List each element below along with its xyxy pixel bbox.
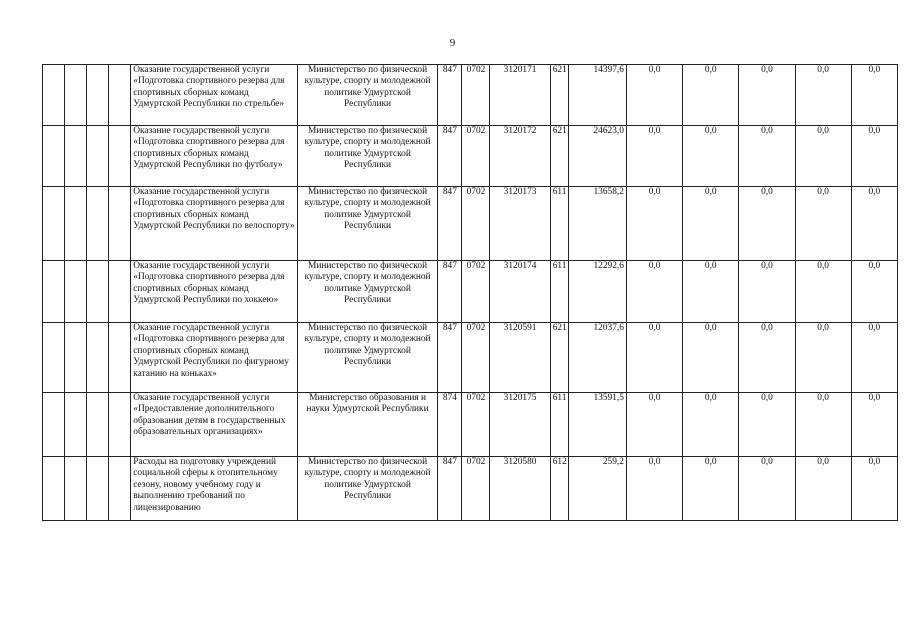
table-row [43, 65, 898, 126]
service-name-cell: Оказание государственной услуги «Подготовка спортивного резерва для спортивных сборных команд Удмуртской Республики по стрельбе» [131, 65, 298, 126]
empty-cell [109, 323, 131, 393]
target-article-cell: 3120171 [490, 65, 550, 126]
value-cell: 0,0 [739, 323, 795, 393]
value-cell: 0,0 [683, 393, 739, 457]
section-code-cell: 0702 [462, 261, 490, 323]
empty-cell [43, 323, 65, 393]
value-cell: 0,0 [795, 323, 851, 393]
value-cell: 0,0 [739, 393, 795, 457]
value-cell: 0,0 [795, 261, 851, 323]
grbs-code-cell: 874 [438, 393, 462, 457]
expense-type-cell: 611 [550, 261, 568, 323]
table-row [43, 261, 898, 323]
value-cell: 0,0 [795, 187, 851, 261]
empty-cell [109, 261, 131, 323]
value-cell: 0,0 [851, 261, 897, 323]
empty-cell [109, 65, 131, 126]
value-cell: 0,0 [739, 65, 795, 126]
value-cell: 0,0 [626, 187, 682, 261]
section-code-cell: 0702 [462, 393, 490, 457]
budget-table [42, 64, 898, 521]
value-cell: 0,0 [851, 457, 897, 521]
amount-cell: 13591,5 [568, 393, 626, 457]
value-cell: 0,0 [795, 393, 851, 457]
empty-cell [87, 187, 109, 261]
value-cell: 0,0 [683, 65, 739, 126]
page-number: 9 [449, 37, 456, 49]
ministry-cell: Министерство по физической культуре, спорту и молодежной политике Удмуртской Республики [297, 65, 437, 126]
empty-cell [109, 393, 131, 457]
empty-cell [65, 393, 87, 457]
value-cell: 0,0 [683, 126, 739, 187]
value-cell: 0,0 [851, 393, 897, 457]
expense-type-cell: 621 [550, 65, 568, 126]
value-cell: 0,0 [851, 126, 897, 187]
empty-cell [109, 126, 131, 187]
grbs-code-cell: 847 [438, 323, 462, 393]
table-row [43, 187, 898, 261]
value-cell: 0,0 [626, 393, 682, 457]
value-cell: 0,0 [626, 261, 682, 323]
empty-cell [65, 187, 87, 261]
section-code-cell: 0702 [462, 323, 490, 393]
empty-cell [109, 457, 131, 521]
empty-cell [65, 126, 87, 187]
table-row [43, 393, 898, 457]
table-row [43, 126, 898, 187]
empty-cell [43, 187, 65, 261]
service-name-cell: Оказание государственной услуги «Подготовка спортивного резерва для спортивных сборных команд Удмуртской Республики по велоспорту» [131, 187, 298, 261]
value-cell: 0,0 [683, 187, 739, 261]
empty-cell [87, 261, 109, 323]
grbs-code-cell: 847 [438, 187, 462, 261]
value-cell: 0,0 [739, 261, 795, 323]
amount-cell: 12292,6 [568, 261, 626, 323]
empty-cell [87, 126, 109, 187]
value-cell: 0,0 [683, 457, 739, 521]
ministry-cell: Министерство образования и науки Удмуртской Республики [297, 393, 437, 457]
amount-cell: 12037,6 [568, 323, 626, 393]
table-row [43, 457, 898, 521]
expense-type-cell: 612 [550, 457, 568, 521]
target-article-cell: 3120580 [490, 457, 550, 521]
value-cell: 0,0 [626, 457, 682, 521]
empty-cell [65, 323, 87, 393]
empty-cell [43, 261, 65, 323]
empty-cell [65, 65, 87, 126]
value-cell: 0,0 [683, 261, 739, 323]
value-cell: 0,0 [795, 126, 851, 187]
service-name-cell: Оказание государственной услуги «Подготовка спортивного резерва для спортивных сборных команд Удмуртской Республики по футболу» [131, 126, 298, 187]
amount-cell: 14397,6 [568, 65, 626, 126]
grbs-code-cell: 847 [438, 126, 462, 187]
value-cell: 0,0 [851, 323, 897, 393]
value-cell: 0,0 [683, 323, 739, 393]
target-article-cell: 3120591 [490, 323, 550, 393]
amount-cell: 259,2 [568, 457, 626, 521]
expense-type-cell: 621 [550, 126, 568, 187]
empty-cell [109, 187, 131, 261]
empty-cell [43, 65, 65, 126]
target-article-cell: 3120172 [490, 126, 550, 187]
ministry-cell: Министерство по физической культуре, спорту и молодежной политике Удмуртской Республики [297, 261, 437, 323]
empty-cell [87, 393, 109, 457]
value-cell: 0,0 [739, 457, 795, 521]
value-cell: 0,0 [739, 126, 795, 187]
value-cell: 0,0 [626, 323, 682, 393]
grbs-code-cell: 847 [438, 65, 462, 126]
service-name-cell: Расходы на подготовку учреждений социальной сферы к отопительному сезону, новому учебному году и выполнению требований по лицензированию [131, 457, 298, 521]
value-cell: 0,0 [851, 65, 897, 126]
empty-cell [43, 126, 65, 187]
section-code-cell: 0702 [462, 187, 490, 261]
service-name-cell: Оказание государственной услуги «Подготовка спортивного резерва для спортивных сборных команд Удмуртской Республики по фигурному катанию на коньках» [131, 323, 298, 393]
section-code-cell: 0702 [462, 126, 490, 187]
service-name-cell: Оказание государственной услуги «Подготовка спортивного резерва для спортивных сборных команд Удмуртской Республики по хоккею» [131, 261, 298, 323]
value-cell: 0,0 [851, 187, 897, 261]
expense-type-cell: 611 [550, 393, 568, 457]
empty-cell [87, 323, 109, 393]
value-cell: 0,0 [795, 457, 851, 521]
section-code-cell: 0702 [462, 457, 490, 521]
value-cell: 0,0 [626, 126, 682, 187]
expense-type-cell: 621 [550, 323, 568, 393]
target-article-cell: 3120174 [490, 261, 550, 323]
expense-type-cell: 611 [550, 187, 568, 261]
target-article-cell: 3120175 [490, 393, 550, 457]
ministry-cell: Министерство по физической культуре, спорту и молодежной политике Удмуртской Республики [297, 323, 437, 393]
empty-cell [87, 457, 109, 521]
table-row [43, 323, 898, 393]
grbs-code-cell: 847 [438, 261, 462, 323]
ministry-cell: Министерство по физической культуре, спорту и молодежной политике Удмуртской Республики [297, 187, 437, 261]
value-cell: 0,0 [739, 187, 795, 261]
ministry-cell: Министерство по физической культуре, спорту и молодежной политике Удмуртской Республики [297, 126, 437, 187]
value-cell: 0,0 [795, 65, 851, 126]
target-article-cell: 3120173 [490, 187, 550, 261]
empty-cell [65, 457, 87, 521]
amount-cell: 13658,2 [568, 187, 626, 261]
empty-cell [65, 261, 87, 323]
value-cell: 0,0 [626, 65, 682, 126]
empty-cell [87, 65, 109, 126]
grbs-code-cell: 847 [438, 457, 462, 521]
empty-cell [43, 393, 65, 457]
amount-cell: 24623,0 [568, 126, 626, 187]
empty-cell [43, 457, 65, 521]
service-name-cell: Оказание государственной услуги «Предоставление дополнительного образования детям в государственных образовательных организациях» [131, 393, 298, 457]
ministry-cell: Министерство по физической культуре, спорту и молодежной политике Удмуртской Республики [297, 457, 437, 521]
section-code-cell: 0702 [462, 65, 490, 126]
